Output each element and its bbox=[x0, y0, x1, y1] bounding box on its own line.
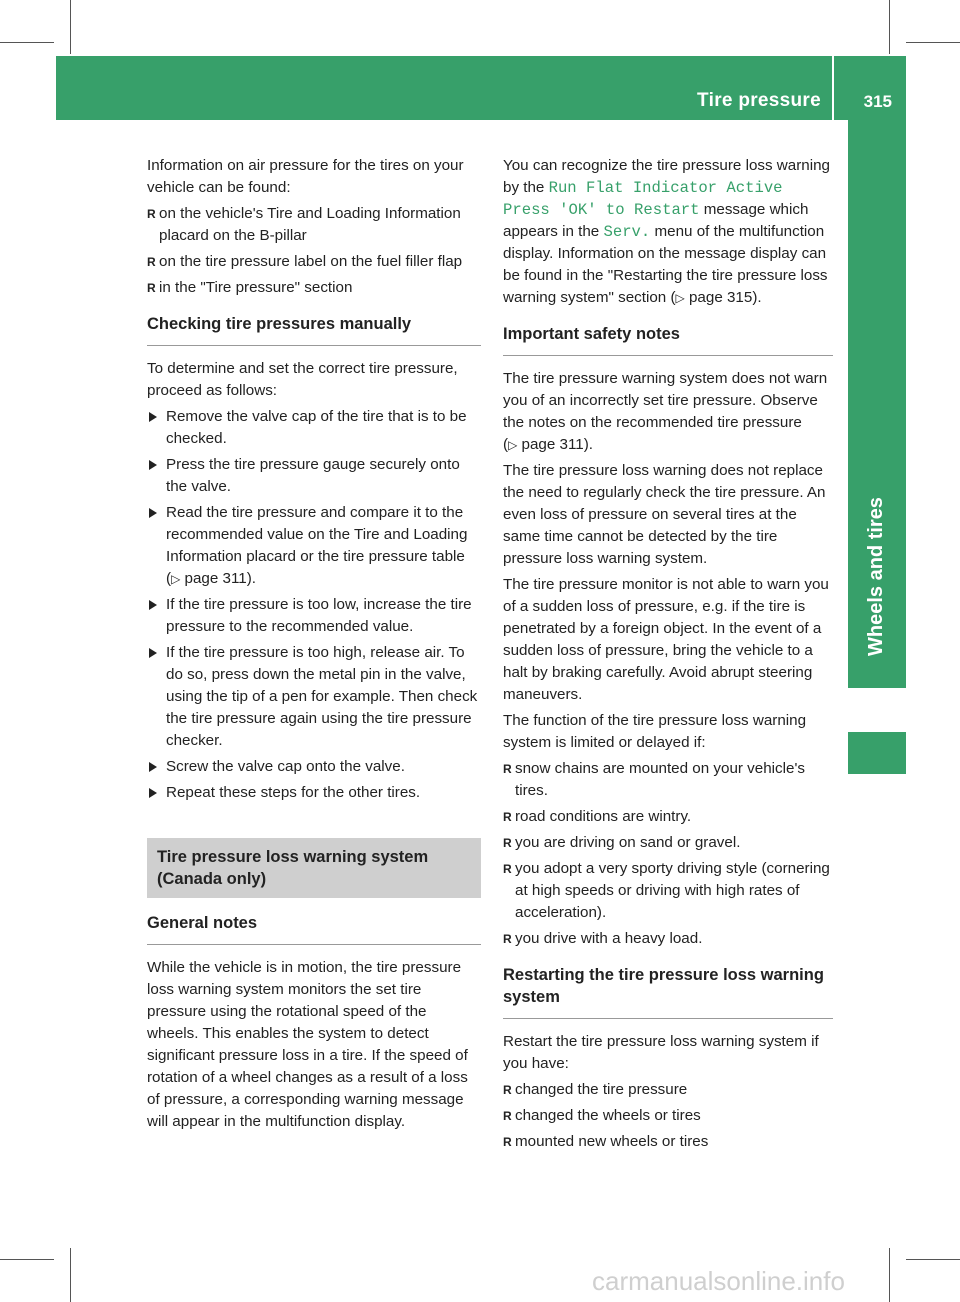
crop-mark bbox=[70, 0, 71, 54]
recognize-text: You can recognize the tire pressure loss warning by the Run Flat Indicator Active Press 'OK' to Restart message which appears in the Serv. menu of the multifunction display. Information on the message display can be found in the "Restarting the tire pressure loss warning system" section (▷ page 315). bbox=[503, 157, 830, 306]
safety-text: The tire pressure monitor is not able to warn you of a sudden loss of pressure, e.g. if the tire is penetrated by a foreign object. In the event of a sudden loss of pressure, bring the vehicle to a halt by braking carefully. Avoid abrupt steering maneuvers. bbox=[503, 576, 829, 703]
crop-mark bbox=[70, 1248, 71, 1302]
list-item: R road conditions are wintry. bbox=[503, 806, 833, 828]
section-title: Tire pressure bbox=[697, 90, 821, 111]
step-item: If the tire pressure is too high, release air. To do so, press down the metal pin in the valve, using the tip of a pen for example. Then check the tire pressure again using the tire pressure checker. bbox=[147, 642, 481, 752]
crop-mark bbox=[906, 42, 960, 43]
step-item: Remove the valve cap of the tire that is to be checked. bbox=[147, 406, 481, 450]
safety-text: The function of the tire pressure loss warning system is limited or delayed if: bbox=[503, 712, 807, 751]
general-text: While the vehicle is in motion, the tire pressure loss warning system monitors the set tire pressure using the rotational speed of the wheels. This enables the system to detect significant pressure loss in a tire. If the speed of rotation of a wheel changes as a result of a loss of pressure, a corresponding warning message will appear in the multifunction display. bbox=[147, 959, 468, 1130]
checking-intro: To determine and set the correct tire pressure, proceed as follows: bbox=[147, 360, 458, 399]
page-header bbox=[56, 56, 906, 120]
page-ref-icon: ▷ bbox=[171, 572, 181, 586]
crop-mark bbox=[906, 1259, 960, 1260]
list-item: R you are driving on sand or gravel. bbox=[503, 832, 833, 854]
page-reference[interactable]: page 311). bbox=[184, 570, 257, 587]
menu-name: Serv. bbox=[603, 223, 651, 241]
heading-checking: Checking tire pressures manually bbox=[147, 313, 481, 346]
header-divider bbox=[832, 56, 834, 120]
step-item: Repeat these steps for the other tires. bbox=[147, 782, 481, 804]
page-reference[interactable]: page 311). bbox=[521, 436, 594, 453]
list-item: R changed the tire pressure bbox=[503, 1079, 833, 1101]
list-item: R on the vehicle's Tire and Loading Information placard on the B-pillar bbox=[147, 203, 481, 247]
section-box-title: Tire pressure loss warning system (Canada only) bbox=[147, 838, 481, 898]
page-ref-icon: ▷ bbox=[675, 291, 685, 305]
step-item: If the tire pressure is too low, increase the tire pressure to the recommended value. bbox=[147, 594, 481, 638]
list-item: R mounted new wheels or tires bbox=[503, 1131, 833, 1153]
heading-restart: Restarting the tire pressure loss warning system bbox=[503, 964, 833, 1019]
list-item: R in the "Tire pressure" section bbox=[147, 277, 481, 299]
crop-mark bbox=[0, 1259, 54, 1260]
page-number: 315 bbox=[863, 92, 892, 111]
list-item: R you drive with a heavy load. bbox=[503, 928, 833, 950]
crop-mark bbox=[0, 42, 54, 43]
safety-text: The tire pressure warning system does not warn you of an incorrectly set tire pressure. Observe the notes on the recommended tire pressure (▷ page 311). bbox=[503, 370, 828, 453]
page-reference[interactable]: page 315). bbox=[688, 289, 762, 306]
step-item: Press the tire pressure gauge securely onto the valve. bbox=[147, 454, 481, 498]
step-item: Read the tire pressure and compare it to the recommended value on the Tire and Loading Information placard or the tire pressure table (▷ page 311). bbox=[147, 502, 481, 590]
step-item: Screw the valve cap onto the valve. bbox=[147, 756, 481, 778]
intro-text: Information on air pressure for the tires on your vehicle can be found: bbox=[147, 157, 464, 196]
list-item: R changed the wheels or tires bbox=[503, 1105, 833, 1127]
restart-intro: Restart the tire pressure loss warning system if you have: bbox=[503, 1033, 819, 1072]
safety-text: The tire pressure loss warning does not replace the need to regularly check the tire pressure. An even loss of pressure on several tires at the same time cannot be detected by the tire pressure loss warning system. bbox=[503, 462, 826, 567]
right-column bbox=[503, 155, 833, 1157]
display-message-1: Run Flat Indicator Active bbox=[548, 179, 783, 197]
page-ref-icon: ▷ bbox=[508, 438, 518, 452]
crop-mark bbox=[889, 0, 890, 54]
watermark: carmanualsonline.info bbox=[592, 1266, 845, 1296]
crop-mark bbox=[889, 1248, 890, 1302]
list-item: R on the tire pressure label on the fuel filler flap bbox=[147, 251, 481, 273]
display-message-2: Press 'OK' to Restart bbox=[503, 201, 700, 219]
list-item: R you adopt a very sporty driving style (cornering at high speeds or driving with high rates of acceleration). bbox=[503, 858, 833, 924]
left-column bbox=[147, 155, 481, 1137]
chapter-marker bbox=[848, 732, 906, 774]
heading-general: General notes bbox=[147, 912, 481, 945]
list-item: R snow chains are mounted on your vehicle's tires. bbox=[503, 758, 833, 802]
heading-safety: Important safety notes bbox=[503, 323, 833, 356]
